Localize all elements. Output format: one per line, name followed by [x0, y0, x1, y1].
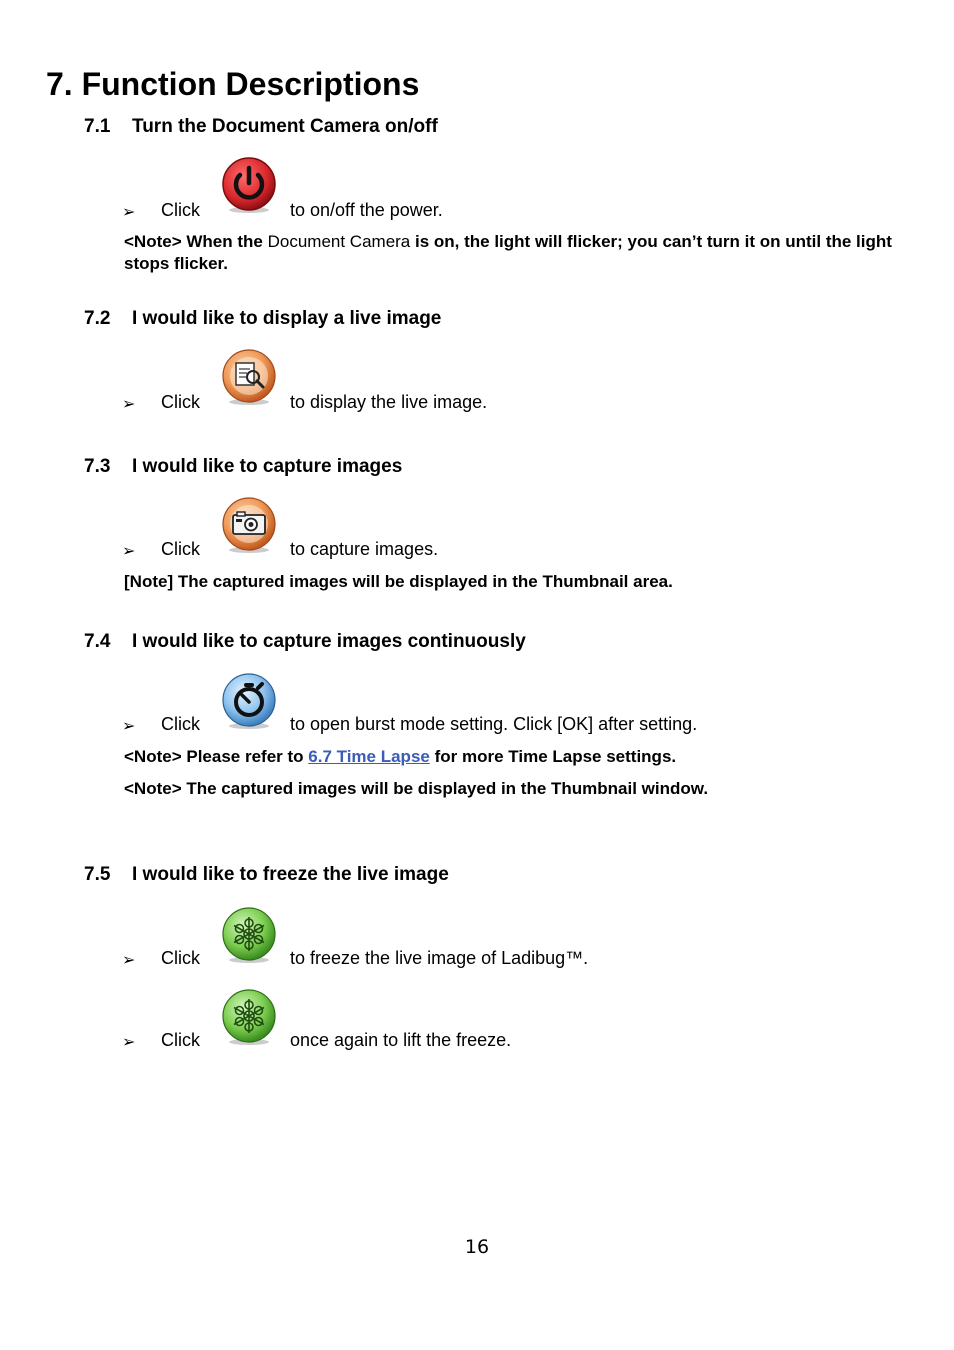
freeze-icon[interactable]	[220, 906, 278, 964]
click-label: Click	[161, 714, 200, 734]
section-heading-7-5: 7.5 I would like to freeze the live image	[84, 864, 449, 885]
note-power: <Note> When the Document Camera is on, the light will flicker; you can’t turn it on until the light stops flicker.	[124, 232, 892, 273]
note-thumbnail-window: <Note> The captured images will be displayed in the Thumbnail window.	[124, 779, 709, 798]
page-title: 7. Function Descriptions	[46, 66, 420, 102]
freeze-icon[interactable]	[220, 988, 278, 1046]
bullet-arrow: ➢	[122, 1034, 136, 1051]
click-label: Click	[161, 392, 200, 412]
click-label: Click	[161, 948, 200, 968]
bullet-arrow: ➢	[122, 718, 136, 735]
time-lapse-link[interactable]: 6.7 Time Lapse	[308, 747, 430, 766]
live-image-description: to display the live image.	[290, 392, 488, 412]
section-heading-7-4: 7.4 I would like to capture images continuously	[84, 631, 526, 652]
camera-description: to capture images.	[290, 539, 439, 559]
power-icon[interactable]	[220, 156, 278, 214]
timer-description: to open burst mode setting. Click [OK] after setting.	[290, 714, 698, 734]
section-heading-7-2: 7.2 I would like to display a live image	[84, 308, 442, 329]
freeze-description: to freeze the live image of Ladibug™.	[290, 948, 589, 968]
section-heading-7-1: 7.1 Turn the Document Camera on/off	[84, 116, 438, 137]
power-description: to on/off the power.	[290, 200, 443, 220]
click-label: Click	[161, 539, 200, 559]
bullet-arrow: ➢	[122, 543, 136, 560]
bullet-arrow: ➢	[122, 204, 136, 221]
live-image-icon[interactable]	[220, 348, 278, 406]
click-label: Click	[161, 1030, 200, 1050]
unfreeze-description: once again to lift the freeze.	[290, 1030, 512, 1050]
note-capture: [Note] The captured images will be displayed in the Thumbnail area.	[124, 572, 673, 591]
bullet-arrow: ➢	[122, 396, 136, 413]
bullet-arrow: ➢	[122, 952, 136, 969]
click-label: Click	[161, 200, 200, 220]
camera-icon[interactable]	[220, 496, 278, 554]
section-heading-7-3: 7.3 I would like to capture images	[84, 456, 403, 477]
note-time-lapse: <Note> Please refer to 6.7 Time Lapse for more Time Lapse settings.	[124, 747, 677, 766]
page-number: 16	[464, 1236, 490, 1258]
timer-icon[interactable]	[220, 672, 278, 730]
